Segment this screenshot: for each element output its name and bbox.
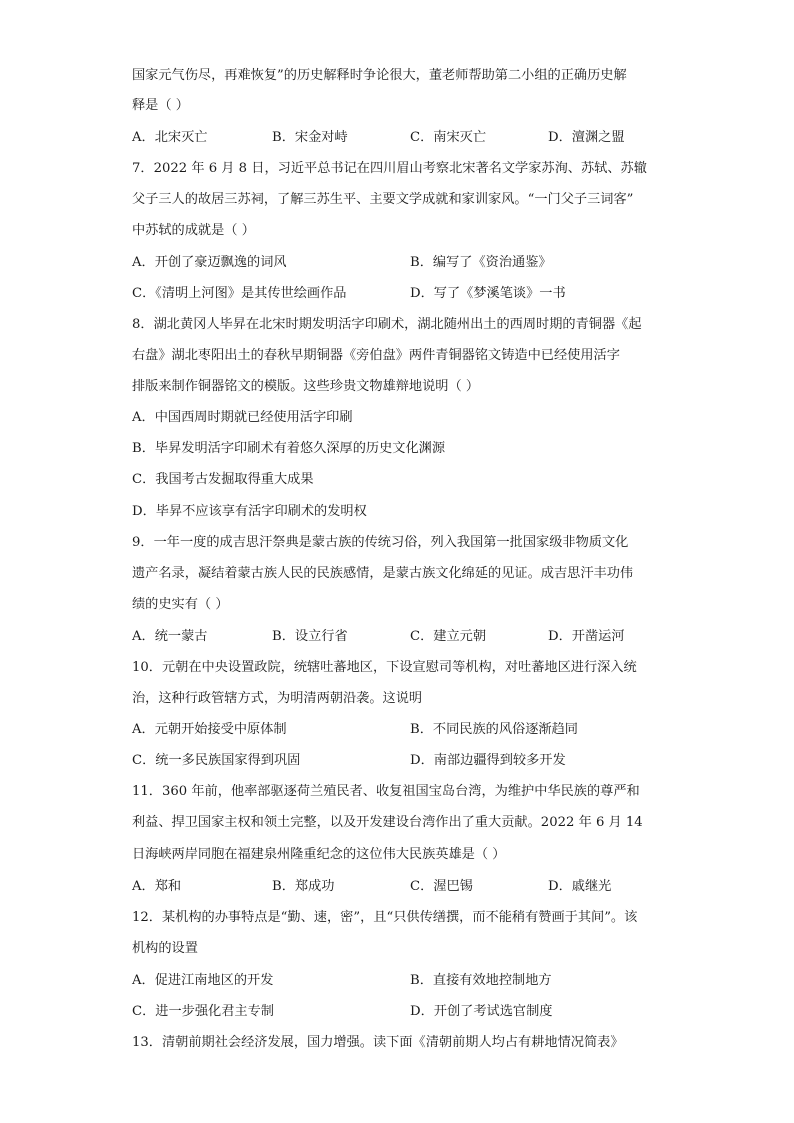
q6-option-b: B．宋金对峙 [272,130,348,145]
q11-option-a: A．郑和 [132,879,182,894]
q7-option-d: D．写了《梦溪笔谈》一书 [410,286,566,301]
q7-option-a: A．开创了豪迈飘逸的词风 [132,255,287,270]
q8-option-a: A．中国西周时期就已经使用活字印刷 [132,410,353,425]
q12-option-c: C．进一步强化君主专制 [132,1004,274,1019]
q11-option-d: D．戚继光 [548,879,612,894]
q6-option-c: C．南宋灭亡 [410,130,487,145]
q13-text-line-1: 13．清朝前期社会经济发展，国力增强。读下面《清朝前期人均占有耕地情况简表》 [132,1035,624,1050]
q11-option-b: B．郑成功 [272,879,335,894]
q11-text-line-3: 日海峡两岸同胞在福建泉州隆重纪念的这位伟大民族英雄是（ ） [132,847,506,862]
q10-option-d: D．南部边疆得到较多开发 [410,753,566,768]
q11-text-line-2: 利益、捍卫国家主权和领土完整，以及开发建设台湾作出了重大贡献。2022 年 6 月 14 [132,815,643,830]
q12-text-line-2: 机构的设置 [132,941,198,956]
q10-option-a: A．元朝开始接受中原体制 [132,722,287,737]
q7-option-b: B．编写了《资治通鉴》 [410,255,552,270]
q9-text-line-1: 9．一年一度的成吉思汗祭典是蒙古族的传统习俗，列入我国第一批国家级非物质文化 [132,535,629,550]
q10-text-line-2: 治，这种行政管辖方式，为明清两朝沿袭。这说明 [132,691,423,706]
q6-text-line-2: 释是（ ） [132,98,189,113]
q6-text-line-1: 国家元气伤尽，再难恢复”的历史解释时争论很大，董老师帮助第二小组的正确历史解 [132,68,627,83]
q8-text-line-3: 排版来制作铜器铭文的模版。这些珍贵文物雄辩地说明（ ） [132,379,480,394]
q7-text-line-2: 父子三人的故居三苏祠，了解三苏生平、主要文学成就和家训家风。“一门父子三词客” [132,192,634,207]
q6-option-d: D．澶渊之盟 [548,130,625,145]
q8-option-c: C．我国考古发掘取得重大成果 [132,472,314,487]
q7-text-line-3: 中苏轼的成就是（ ） [132,223,255,238]
q6-option-a: A．北宋灭亡 [132,130,208,145]
q7-text-line-1: 7．2022 年 6 月 8 日，习近平总书记在四川眉山考察北宋著名文学家苏洵、苏轼、苏辙 [132,161,647,176]
q9-text-line-2: 遗产名录，凝结着蒙古族人民的民族感情，是蒙古族文化绵延的见证。成吉思汗丰功伟 [132,566,634,581]
q10-option-c: C．统一多民族国家得到巩固 [132,753,301,768]
q9-text-line-3: 绩的史实有（ ） [132,597,229,612]
q10-option-b: B．不同民族的风俗逐渐趋同 [410,722,578,737]
q9-option-c: C．建立元朝 [410,629,487,644]
q12-option-d: D．开创了考试选官制度 [410,1004,553,1019]
q8-option-d: D．毕昇不应该享有活字印刷术的发明权 [132,504,367,519]
q10-text-line-1: 10．元朝在中央设置政院，统辖吐蕃地区，下设宣慰司等机构，对吐蕃地区进行深入统 [132,660,637,675]
q12-text-line-1: 12．某机构的办事特点是“勤、速，密”，且“只供传缮撰，而不能稍有赞画于其间”。该 [132,910,638,925]
q9-option-a: A．统一蒙古 [132,629,208,644]
q12-option-b: B．直接有效地控制地方 [410,973,552,988]
q11-option-c: C．渥巴锡 [410,879,473,894]
q11-text-line-1: 11．360 年前，他率部驱逐荷兰殖民者、收复祖国宝岛台湾，为维护中华民族的尊严和 [132,784,640,799]
q7-option-c: C．《清明上河图》是其传世绘画作品 [132,286,347,301]
q9-option-b: B．设立行省 [272,629,348,644]
q8-text-line-1: 8．湖北黄冈人毕昇在北宋时期发明活字印刷术，湖北随州出土的西周时期的青铜器《起 [132,317,642,332]
q9-option-d: D．开凿运河 [548,629,625,644]
q8-option-b: B．毕昇发明活字印刷术有着悠久深厚的历史文化渊源 [132,441,446,456]
q12-option-a: A．促进江南地区的开发 [132,973,274,988]
q8-text-line-2: 右盘》湖北枣阳出土的春秋早期铜器《旁伯盘》两件青铜器铭文铸造中已经使用活字 [132,348,620,363]
